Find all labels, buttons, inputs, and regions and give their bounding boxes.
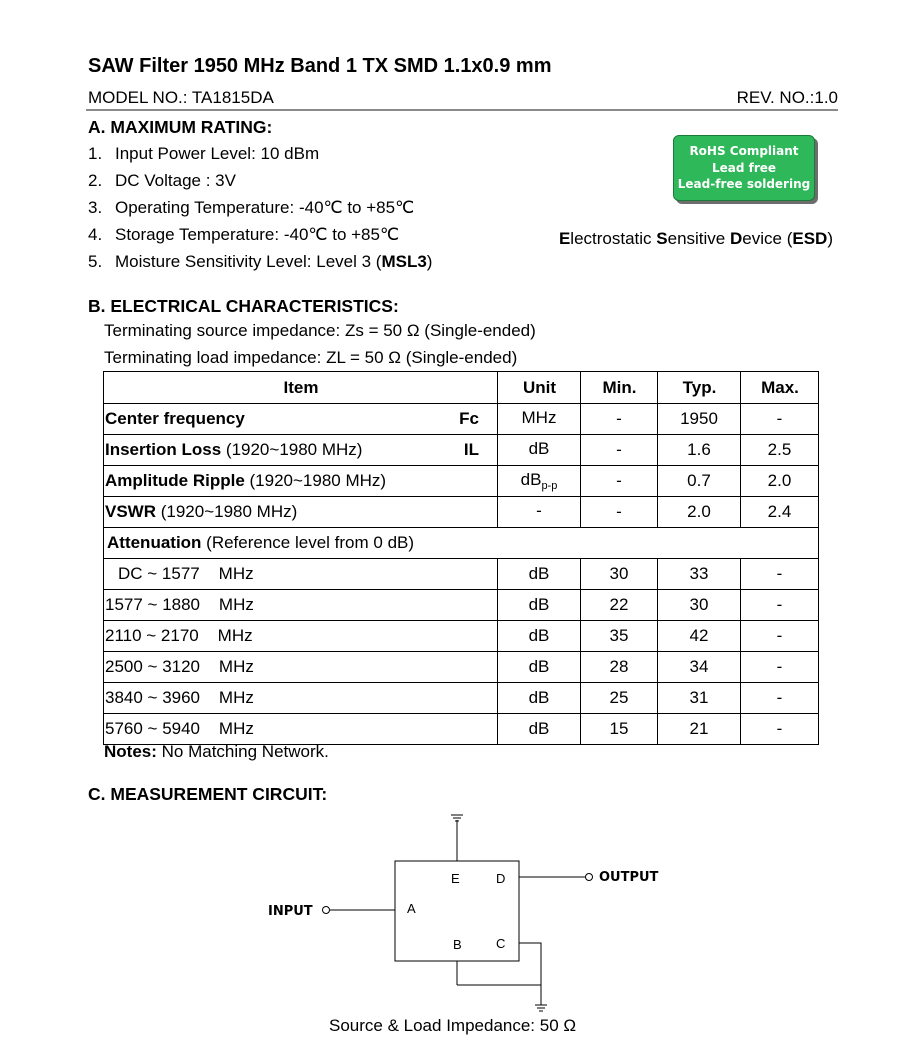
param-symbol: Fc: [459, 409, 479, 428]
param-extra: (1920~1980 MHz): [156, 502, 298, 521]
measurement-heading: C. MEASUREMENT CIRCUIT:: [88, 784, 328, 804]
rating-item-number: 2.: [88, 171, 103, 190]
param-label: VSWR: [105, 502, 156, 521]
rohs-badge: [673, 135, 815, 201]
typ-cell: 33: [658, 559, 741, 590]
min-cell: 30: [581, 559, 658, 590]
freq-unit: MHz: [218, 657, 254, 676]
input-label: INPUT: [268, 904, 313, 919]
typ-cell: 30: [658, 590, 741, 621]
esd-letter: D: [730, 229, 743, 248]
typ-cell: 1950: [658, 404, 741, 435]
freq-range: 3840 ~ 3960: [105, 688, 201, 707]
freq-range: 5760 ~ 5940: [105, 719, 201, 738]
freq-unit: MHz: [218, 564, 254, 583]
max-rating-heading: A. MAXIMUM RATING:: [88, 117, 273, 137]
param-label: Insertion Loss: [105, 440, 222, 459]
header-unit: Unit: [498, 372, 581, 404]
min-cell: -: [581, 466, 658, 497]
table-row: [104, 435, 819, 466]
header-divider: [86, 109, 838, 111]
source-impedance: Terminating source impedance: Zs = 50 Ω (Single-ended): [104, 321, 536, 340]
rating-item-number: 5.: [88, 252, 103, 271]
rating-item: [88, 225, 399, 245]
rating-item: [88, 198, 414, 218]
freq-unit: MHz: [218, 719, 254, 738]
header-typ: Typ.: [658, 372, 741, 404]
unit-subscript: p-p: [541, 480, 558, 492]
rating-item-number: 1.: [88, 144, 103, 163]
param-symbol: IL: [463, 440, 479, 459]
load-impedance: Terminating load impedance: ZL = 50 Ω (Single-ended): [104, 348, 518, 367]
esd-letter: E: [558, 229, 571, 248]
rating-item: [88, 252, 432, 272]
esd-text: ensitive: [667, 229, 730, 248]
attenuation-cell: [104, 528, 819, 559]
header-item: Item: [104, 372, 498, 404]
unit-cell: [498, 466, 581, 497]
rating-item-number: 3.: [88, 198, 103, 217]
unit-cell: [498, 435, 581, 466]
esd-letter: S: [656, 229, 668, 248]
min-cell: 22: [581, 590, 658, 621]
max-cell: -: [741, 683, 819, 714]
param-cell: [104, 497, 498, 528]
rating-item-text: DC Voltage : 3V: [115, 171, 236, 190]
unit-text: dB: [520, 470, 542, 489]
table-row: [104, 497, 819, 528]
notes-label: Notes:: [104, 742, 157, 761]
min-cell: 35: [581, 621, 658, 652]
rating-item-text: Moisture Sensitivity Level: Level 3 (: [115, 252, 382, 271]
circuit-caption: Source & Load Impedance: 50 Ω: [329, 1016, 577, 1035]
table-row: [104, 466, 819, 497]
unit-text: MHz: [521, 408, 557, 427]
badge-line: Lead free: [711, 160, 777, 175]
esd-text: lectrostatic: [570, 229, 657, 248]
min-cell: -: [581, 497, 658, 528]
rating-item: [88, 171, 236, 191]
rating-item-text: Input Power Level: 10 dBm: [115, 144, 320, 163]
table-row: [104, 559, 819, 590]
unit-cell: dB: [498, 683, 581, 714]
pin-b-label: B: [453, 937, 462, 952]
badge-line: RoHS Compliant: [689, 144, 799, 159]
range-cell: [104, 559, 498, 590]
badge-line: Lead-free soldering: [677, 177, 811, 192]
attenuation-row: [104, 528, 819, 559]
max-cell: 2.4: [741, 497, 819, 528]
table-row: [104, 590, 819, 621]
max-cell: -: [741, 714, 819, 745]
param-cell: [104, 466, 498, 497]
max-cell: -: [741, 652, 819, 683]
min-cell: 28: [581, 652, 658, 683]
unit-cell: dB: [498, 559, 581, 590]
unit-cell: dB: [498, 652, 581, 683]
param-label: Center frequency: [105, 409, 245, 428]
min-cell: -: [581, 435, 658, 466]
attenuation-extra: (Reference level from 0 dB): [201, 533, 415, 552]
unit-cell: [498, 497, 581, 528]
unit-text: dB: [528, 439, 550, 458]
rating-item: [88, 144, 319, 164]
param-cell: [104, 404, 498, 435]
header-max: Max.: [741, 372, 819, 404]
min-cell: 15: [581, 714, 658, 745]
table-header-row: [104, 372, 819, 404]
min-cell: 25: [581, 683, 658, 714]
param-cell: [104, 435, 498, 466]
table-row: [104, 714, 819, 745]
esd-text: evice (: [742, 229, 793, 248]
freq-range: 2110 ~ 2170: [105, 626, 199, 645]
typ-cell: 0.7: [658, 466, 741, 497]
param-extra: (1920~1980 MHz): [221, 440, 363, 459]
header-min: Min.: [581, 372, 658, 404]
range-cell: [104, 714, 498, 745]
table-row: [104, 404, 819, 435]
rating-item-number: 4.: [88, 225, 103, 244]
unit-cell: [498, 404, 581, 435]
typ-cell: 2.0: [658, 497, 741, 528]
max-cell: -: [741, 621, 819, 652]
typ-cell: 21: [658, 714, 741, 745]
notes: [104, 742, 329, 762]
electrical-spec-table: [103, 371, 819, 745]
pin-d-label: D: [496, 871, 506, 886]
range-cell: [104, 621, 498, 652]
output-label: OUTPUT: [599, 870, 659, 885]
esd-text: ): [827, 229, 833, 248]
input-terminal: [323, 907, 330, 914]
unit-cell: dB: [498, 590, 581, 621]
table-row: [104, 621, 819, 652]
revision-number: REV. NO.:1.0: [736, 88, 838, 107]
param-extra: (1920~1980 MHz): [244, 471, 387, 490]
esd-letter: ESD: [792, 229, 828, 248]
max-cell: 2.0: [741, 466, 819, 497]
unit-cell: dB: [498, 621, 581, 652]
freq-range: 2500 ~ 3120: [105, 657, 201, 676]
freq-range: 1577 ~ 1880: [105, 595, 201, 614]
rating-item-text-end: ): [426, 252, 433, 271]
notes-text: No Matching Network.: [156, 742, 329, 761]
typ-cell: 31: [658, 683, 741, 714]
table-row: [104, 652, 819, 683]
model-number: MODEL NO.: TA1815DA: [88, 88, 274, 107]
esd-notice: [559, 229, 833, 249]
typ-cell: 1.6: [658, 435, 741, 466]
filter-body: [395, 861, 519, 961]
rating-item-text: Operating Temperature: -40℃ to +85℃: [115, 198, 415, 217]
range-cell: [104, 590, 498, 621]
msl-code: MSL3: [381, 252, 427, 271]
max-cell: -: [741, 404, 819, 435]
output-terminal: [586, 874, 593, 881]
pin-c-lead: [519, 943, 541, 1005]
attenuation-label: Attenuation: [107, 533, 202, 552]
rating-item-text: Storage Temperature: -40℃ to +85℃: [115, 225, 400, 244]
table-row: [104, 683, 819, 714]
range-cell: [104, 683, 498, 714]
freq-unit: MHz: [218, 688, 254, 707]
unit-text: -: [536, 501, 542, 520]
pin-a-label: A: [407, 901, 416, 916]
typ-cell: 34: [658, 652, 741, 683]
pin-c-label: C: [496, 936, 506, 951]
max-cell: -: [741, 559, 819, 590]
min-cell: -: [581, 404, 658, 435]
max-cell: -: [741, 590, 819, 621]
max-cell: 2.5: [741, 435, 819, 466]
electrical-heading: B. ELECTRICAL CHARACTERISTICS:: [88, 296, 399, 316]
document-title: SAW Filter 1950 MHz Band 1 TX SMD 1.1x0.9 mm: [88, 55, 552, 77]
freq-unit: MHz: [218, 595, 254, 614]
freq-range: DC ~ 1577: [118, 564, 200, 583]
range-cell: [104, 652, 498, 683]
freq-unit: MHz: [217, 626, 253, 645]
unit-cell: dB: [498, 714, 581, 745]
param-label: Amplitude Ripple: [105, 471, 245, 490]
pin-e-label: E: [451, 871, 460, 886]
typ-cell: 42: [658, 621, 741, 652]
